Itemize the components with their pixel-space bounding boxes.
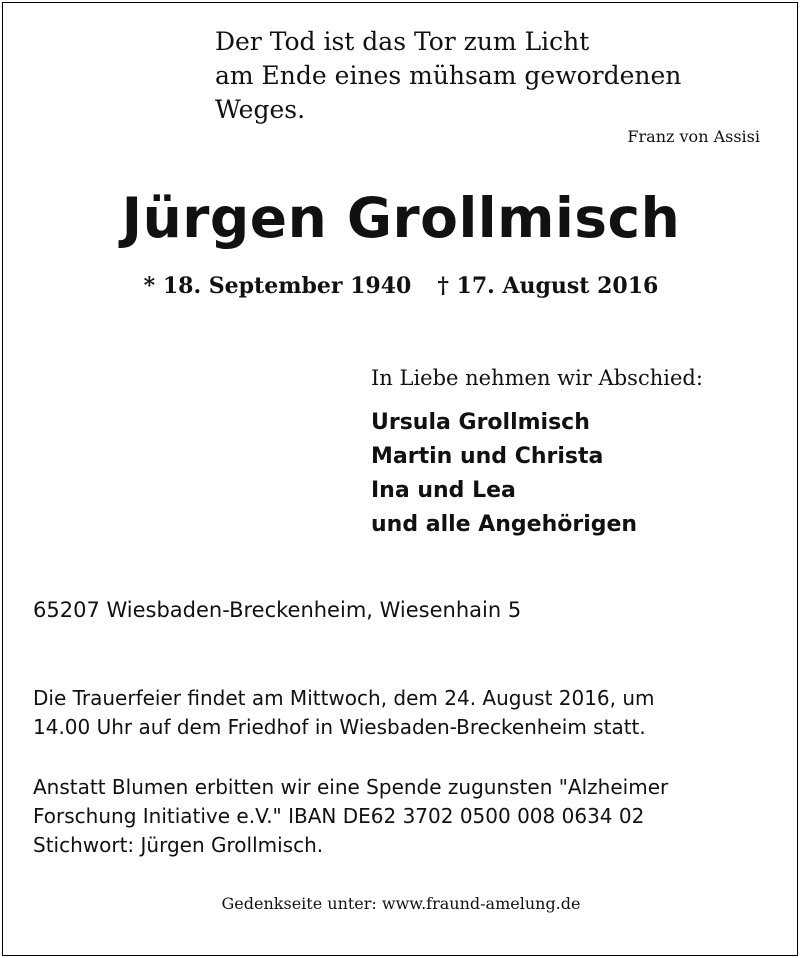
donation-line-2: Forschung Initiative e.V." IBAN DE62 3702 0500 008 0634 02 [33, 804, 645, 828]
farewell-intro: In Liebe nehmen wir Abschied: [371, 366, 703, 390]
death-date: † 17. August 2016 [437, 273, 659, 299]
quote-block [3, 25, 760, 147]
family-address: 65207 Wiesbaden-Breckenheim, Wiesenhain 5 [33, 598, 522, 622]
deceased-name: Jürgen Grollmisch [121, 186, 681, 250]
mourner: Ursula Grollmisch [371, 410, 590, 435]
donation-line-3: Stichwort: Jürgen Grollmisch. [33, 833, 324, 857]
ceremony-info [33, 684, 763, 742]
ceremony-line-1: Die Trauerfeier findet am Mittwoch, dem 24. August 2016, um [33, 686, 655, 710]
life-dates [3, 271, 799, 301]
mourner: Ina und Lea [371, 478, 516, 503]
ceremony-line-2: 14.00 Uhr auf dem Friedhof in Wiesbaden-Breckenheim statt. [33, 715, 646, 739]
quote-line-2: am Ende eines mühsam gewordenen Weges. [215, 61, 682, 124]
memorial-page-link: Gedenkseite unter: www.fraund-amelung.de [221, 894, 581, 913]
quote-line-1: Der Tod ist das Tor zum Licht [215, 27, 590, 56]
quote-author: Franz von Assisi [627, 127, 760, 146]
mourner: Martin und Christa [371, 444, 604, 469]
mourner: und alle Angehörigen [371, 512, 638, 537]
donation-line-1: Anstatt Blumen erbitten wir eine Spende zugunsten "Alzheimer [33, 775, 669, 799]
obituary-notice [2, 2, 798, 956]
birth-date: * 18. September 1940 [143, 273, 412, 299]
donation-info [33, 773, 763, 860]
mourners-list [371, 406, 637, 542]
